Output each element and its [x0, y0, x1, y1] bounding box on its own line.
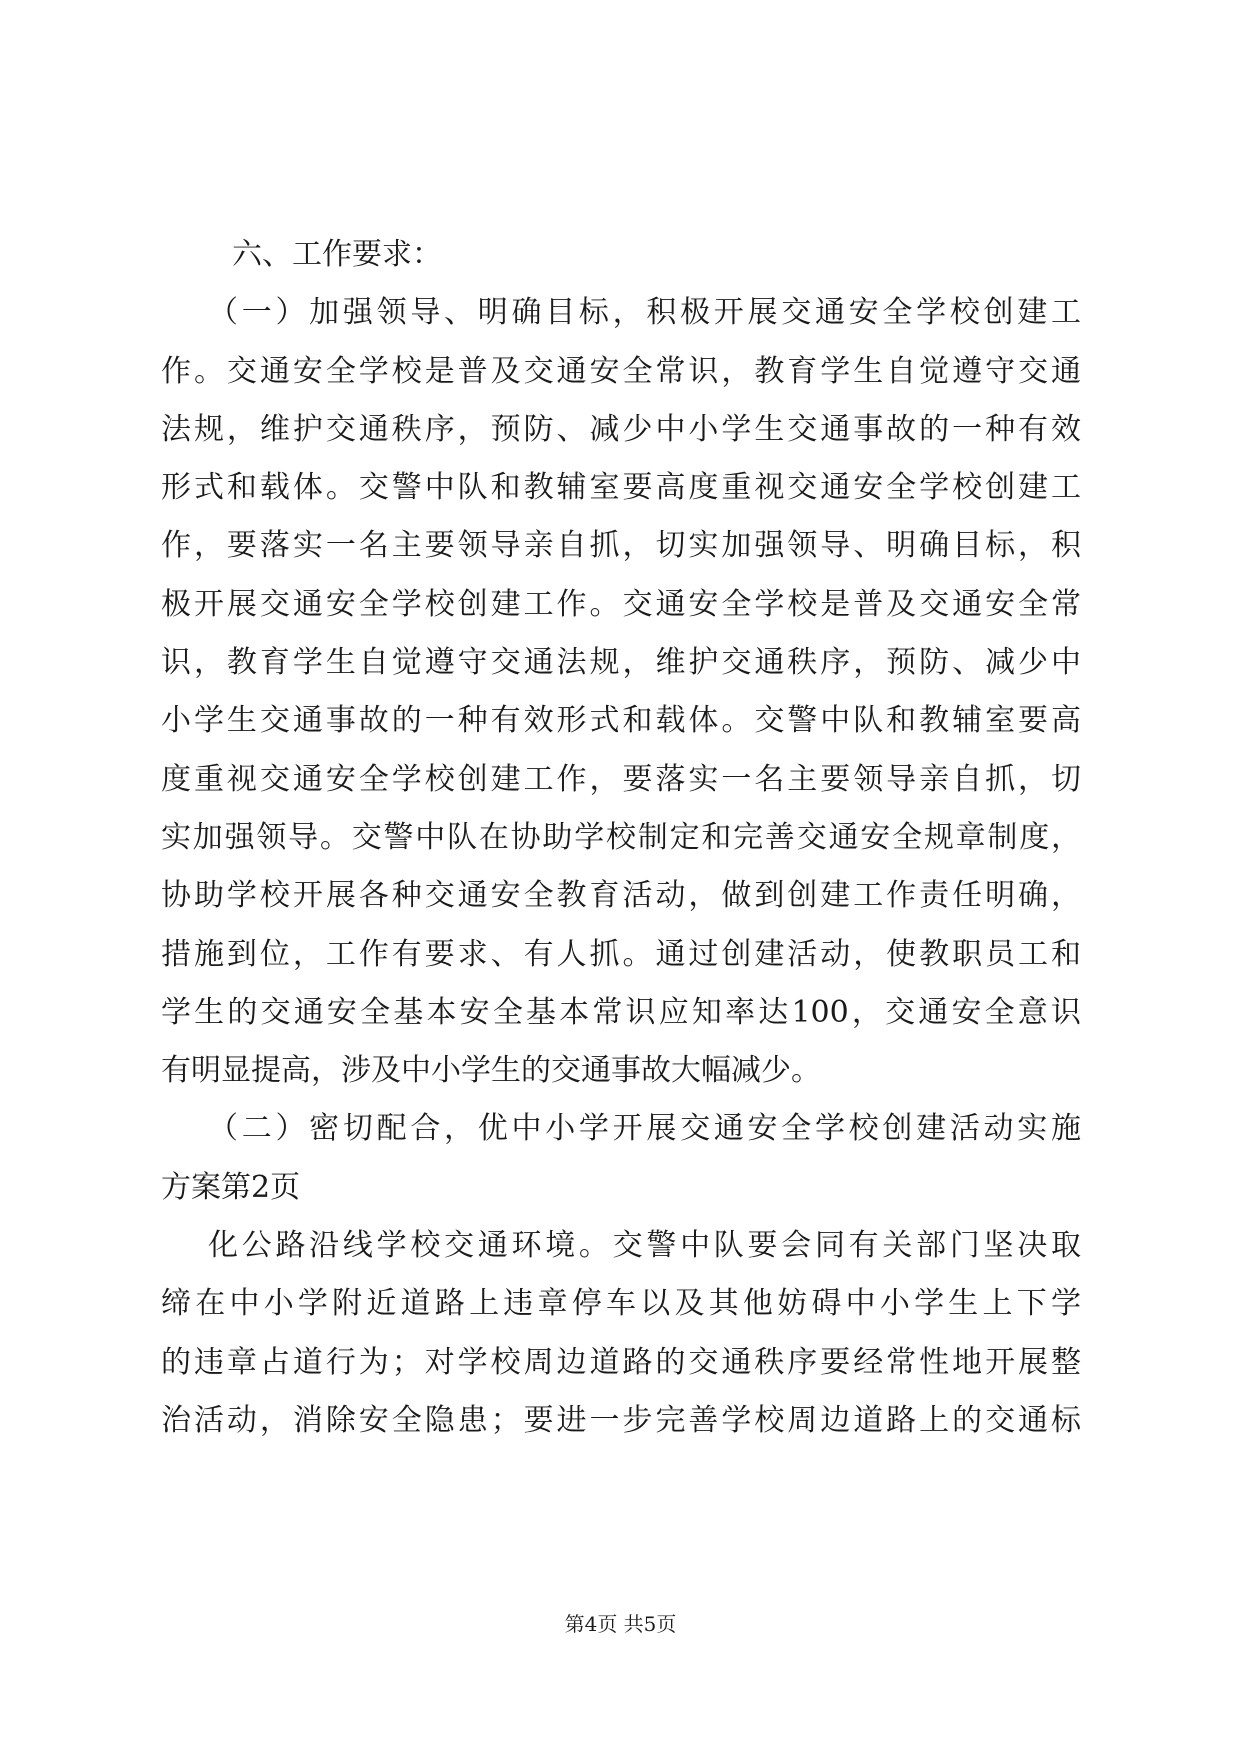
paragraph-line: 学生的交通安全基本安全基本常识应知率达100，交通安全意识: [161, 994, 1081, 1030]
page-number-footer: 第4页 共5页: [564, 1612, 677, 1636]
paragraph-line: 极开展交通安全学校创建工作。交通安全学校是普及交通安全常: [161, 586, 1081, 622]
paragraph-line: 识，教育学生自觉遵守交通法规，维护交通秩序，预防、减少中: [161, 645, 1081, 681]
paragraph-line: 小学生交通事故的一种有效形式和载体。交警中队和教辅室要高: [161, 703, 1081, 739]
paragraph-line: 方案第2页: [161, 1169, 301, 1205]
paragraph-line: 缔在中小学附近道路上违章停车以及其他妨碍中小学生上下学: [161, 1286, 1081, 1322]
paragraph-line: 有明显提高，涉及中小学生的交通事故大幅减少。: [161, 1053, 821, 1089]
paragraph-line: （一）加强领导、明确目标，积极开展交通安全学校创建工: [208, 295, 1081, 331]
section-heading: 六、工作要求：: [232, 237, 442, 272]
paragraph-line: 作。交通安全学校是普及交通安全常识，教育学生自觉遵守交通: [161, 353, 1081, 389]
paragraph-line: 作，要落实一名主要领导亲自抓，切实加强领导、明确目标，积: [161, 528, 1081, 564]
paragraph-line: 形式和载体。交警中队和教辅室要高度重视交通安全学校创建工: [161, 470, 1081, 506]
paragraph-line: 措施到位，工作有要求、有人抓。通过创建活动，使教职员工和: [161, 936, 1081, 972]
paragraph-line: 化公路沿线学校交通环境。交警中队要会同有关部门坚决取: [208, 1228, 1081, 1264]
paragraph-line: 协助学校开展各种交通安全教育活动，做到创建工作责任明确，: [161, 878, 1081, 914]
document-body: [161, 226, 1081, 1450]
paragraph-line: 度重视交通安全学校创建工作，要落实一名主要领导亲自抓，切: [161, 761, 1081, 797]
paragraph-line: （二）密切配合，优中小学开展交通安全学校创建活动实施: [208, 1111, 1081, 1147]
paragraph-line: 法规，维护交通秩序，预防、减少中小学生交通事故的一种有效: [161, 411, 1081, 447]
paragraph-line: 治活动，消除安全隐患；要进一步完善学校周边道路上的交通标: [161, 1402, 1081, 1438]
paragraph-line: 实加强领导。交警中队在协助学校制定和完善交通安全规章制度，: [161, 819, 1081, 855]
paragraph-line: 的违章占道行为；对学校周边道路的交通秩序要经常性地开展整: [161, 1344, 1081, 1380]
